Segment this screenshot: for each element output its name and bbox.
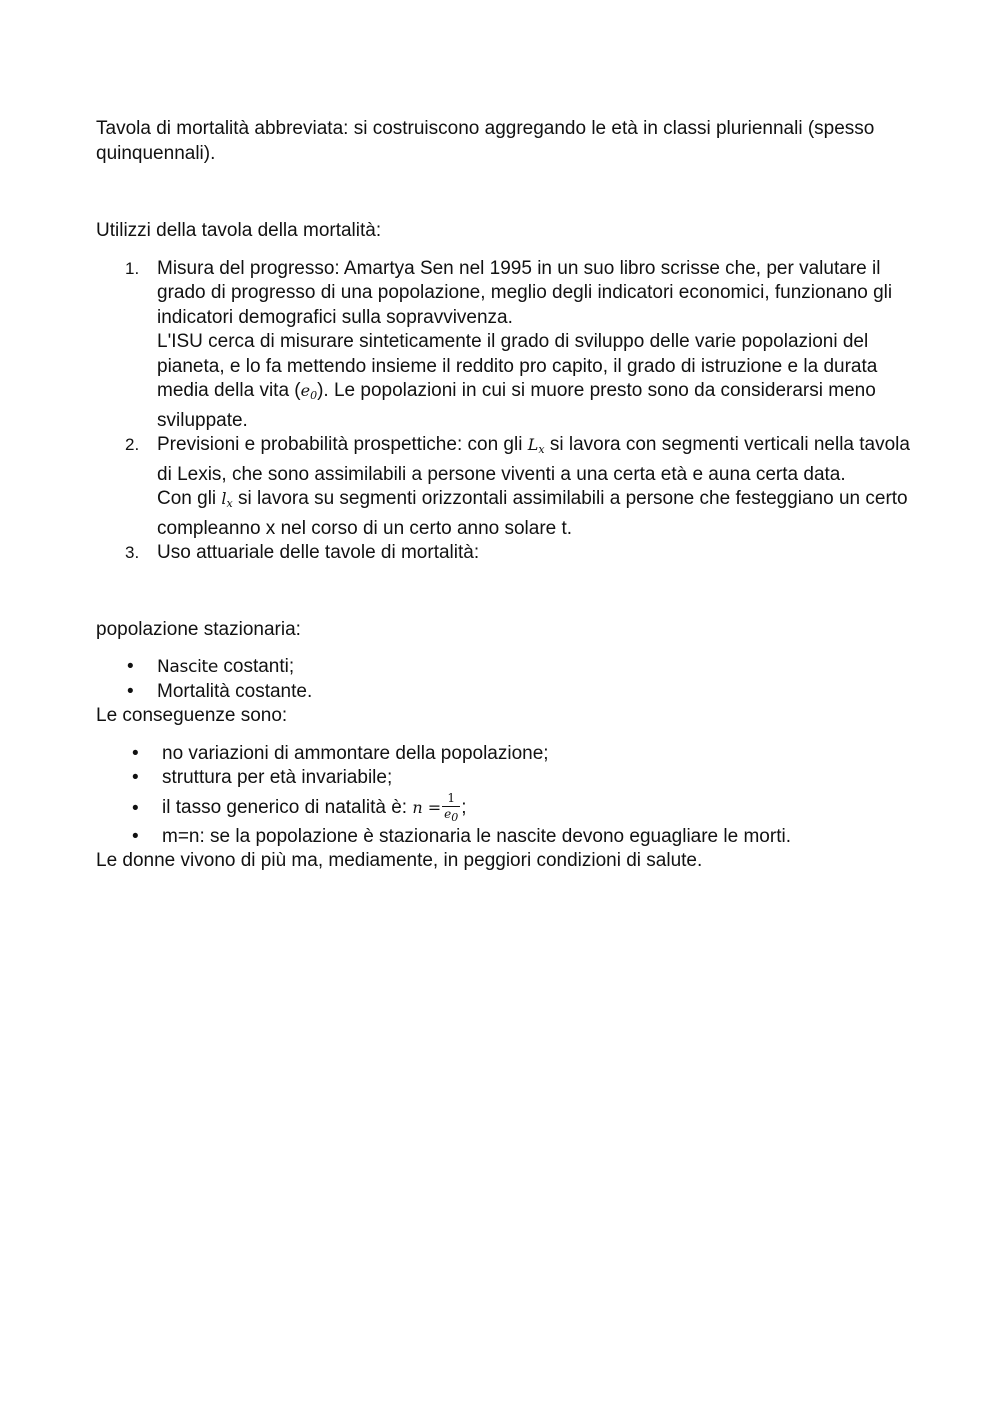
item-text: Misura del progresso: Amartya Sen nel 1995 in un suo libro scrisse che, per valutare il grado di progresso di una popolazione, meglio degli indicatori economici, funzionano gli indicatori demografici sulla sopravvivenza. <box>157 257 893 328</box>
list-item: • no variazioni di ammontare della popolazione; <box>96 742 916 767</box>
stazionaria-list <box>96 655 916 704</box>
conseguenze-list <box>96 742 916 850</box>
bullet-icon: • <box>132 742 139 764</box>
math-lx: $l_x$ <box>221 489 233 510</box>
math-formula: n = <box>412 797 442 817</box>
list-number: 1. <box>125 258 140 278</box>
utilizzi-heading: Utilizzi della tavola della mortalità: <box>96 220 382 241</box>
list-number: 2. <box>125 435 140 454</box>
list-item <box>96 257 916 434</box>
list-item: • Nascite costanti; <box>96 655 916 680</box>
list-item: • struttura per età invariabile; <box>96 766 916 791</box>
bullet-icon: • <box>127 680 134 702</box>
conclusion-paragraph: Le donne vivono di più ma, mediamente, in peggiori condizioni di salute. <box>96 850 703 871</box>
stazionaria-heading: popolazione stazionaria: <box>96 618 301 640</box>
list-item <box>96 541 916 566</box>
conseguenze-heading: Le conseguenze sono: <box>96 705 288 726</box>
bullet-icon: • <box>132 767 139 788</box>
math-Lx: $L_x$ <box>527 435 545 456</box>
list-item <box>96 433 916 541</box>
list-item: • m=n: se la popolazione è stazionaria le nascite devono eguagliare le morti. <box>96 825 916 850</box>
document-page <box>96 117 916 874</box>
item-text: Uso attuariale delle tavole di mortalità: <box>157 542 480 563</box>
bullet-icon: • <box>127 656 134 677</box>
list-item: • Mortalità costante. <box>96 680 916 705</box>
bullet-icon: • <box>132 825 139 847</box>
utilizzi-list <box>96 257 916 566</box>
math-e0: $e_0$ <box>300 381 318 402</box>
intro-paragraph: Tavola di mortalità abbreviata: si costruiscono aggregando le età in classi pluriennali (spesso quinquennali). <box>96 118 875 164</box>
list-item: • il tasso generico di natalità è: n = $\frac{1}{e0}$ ; <box>132 790 467 824</box>
math-fraction: $\frac{1}{e0}$ <box>444 790 459 824</box>
bullet-icon: • <box>132 797 139 819</box>
item-text: Previsioni e probabilità prospettiche: con gli $L_x$ si lavora con segmenti verticali nella tavola di Lexis, che sono assimilabili a persone viventi a una certa età e auna certa data. <box>157 434 910 485</box>
item-text-continued: L'ISU cerca di misurare sinteticamente il grado di sviluppo delle varie popolazioni del pianeta, e lo fa mettendo insieme il reddito pro capito, il grado di istruzione e la durata media della vita $(e_0)$. Le popolazioni in cui si muore presto sono da considerarsi meno sviluppate. <box>157 331 878 431</box>
list-number: 3. <box>125 543 140 562</box>
item-text-continued: Con gli $l_x$ si lavora su segmenti orizzontali assimilabili a persone che festeggiano un certo compleanno x nel corso di un certo anno solare t. <box>157 488 908 539</box>
